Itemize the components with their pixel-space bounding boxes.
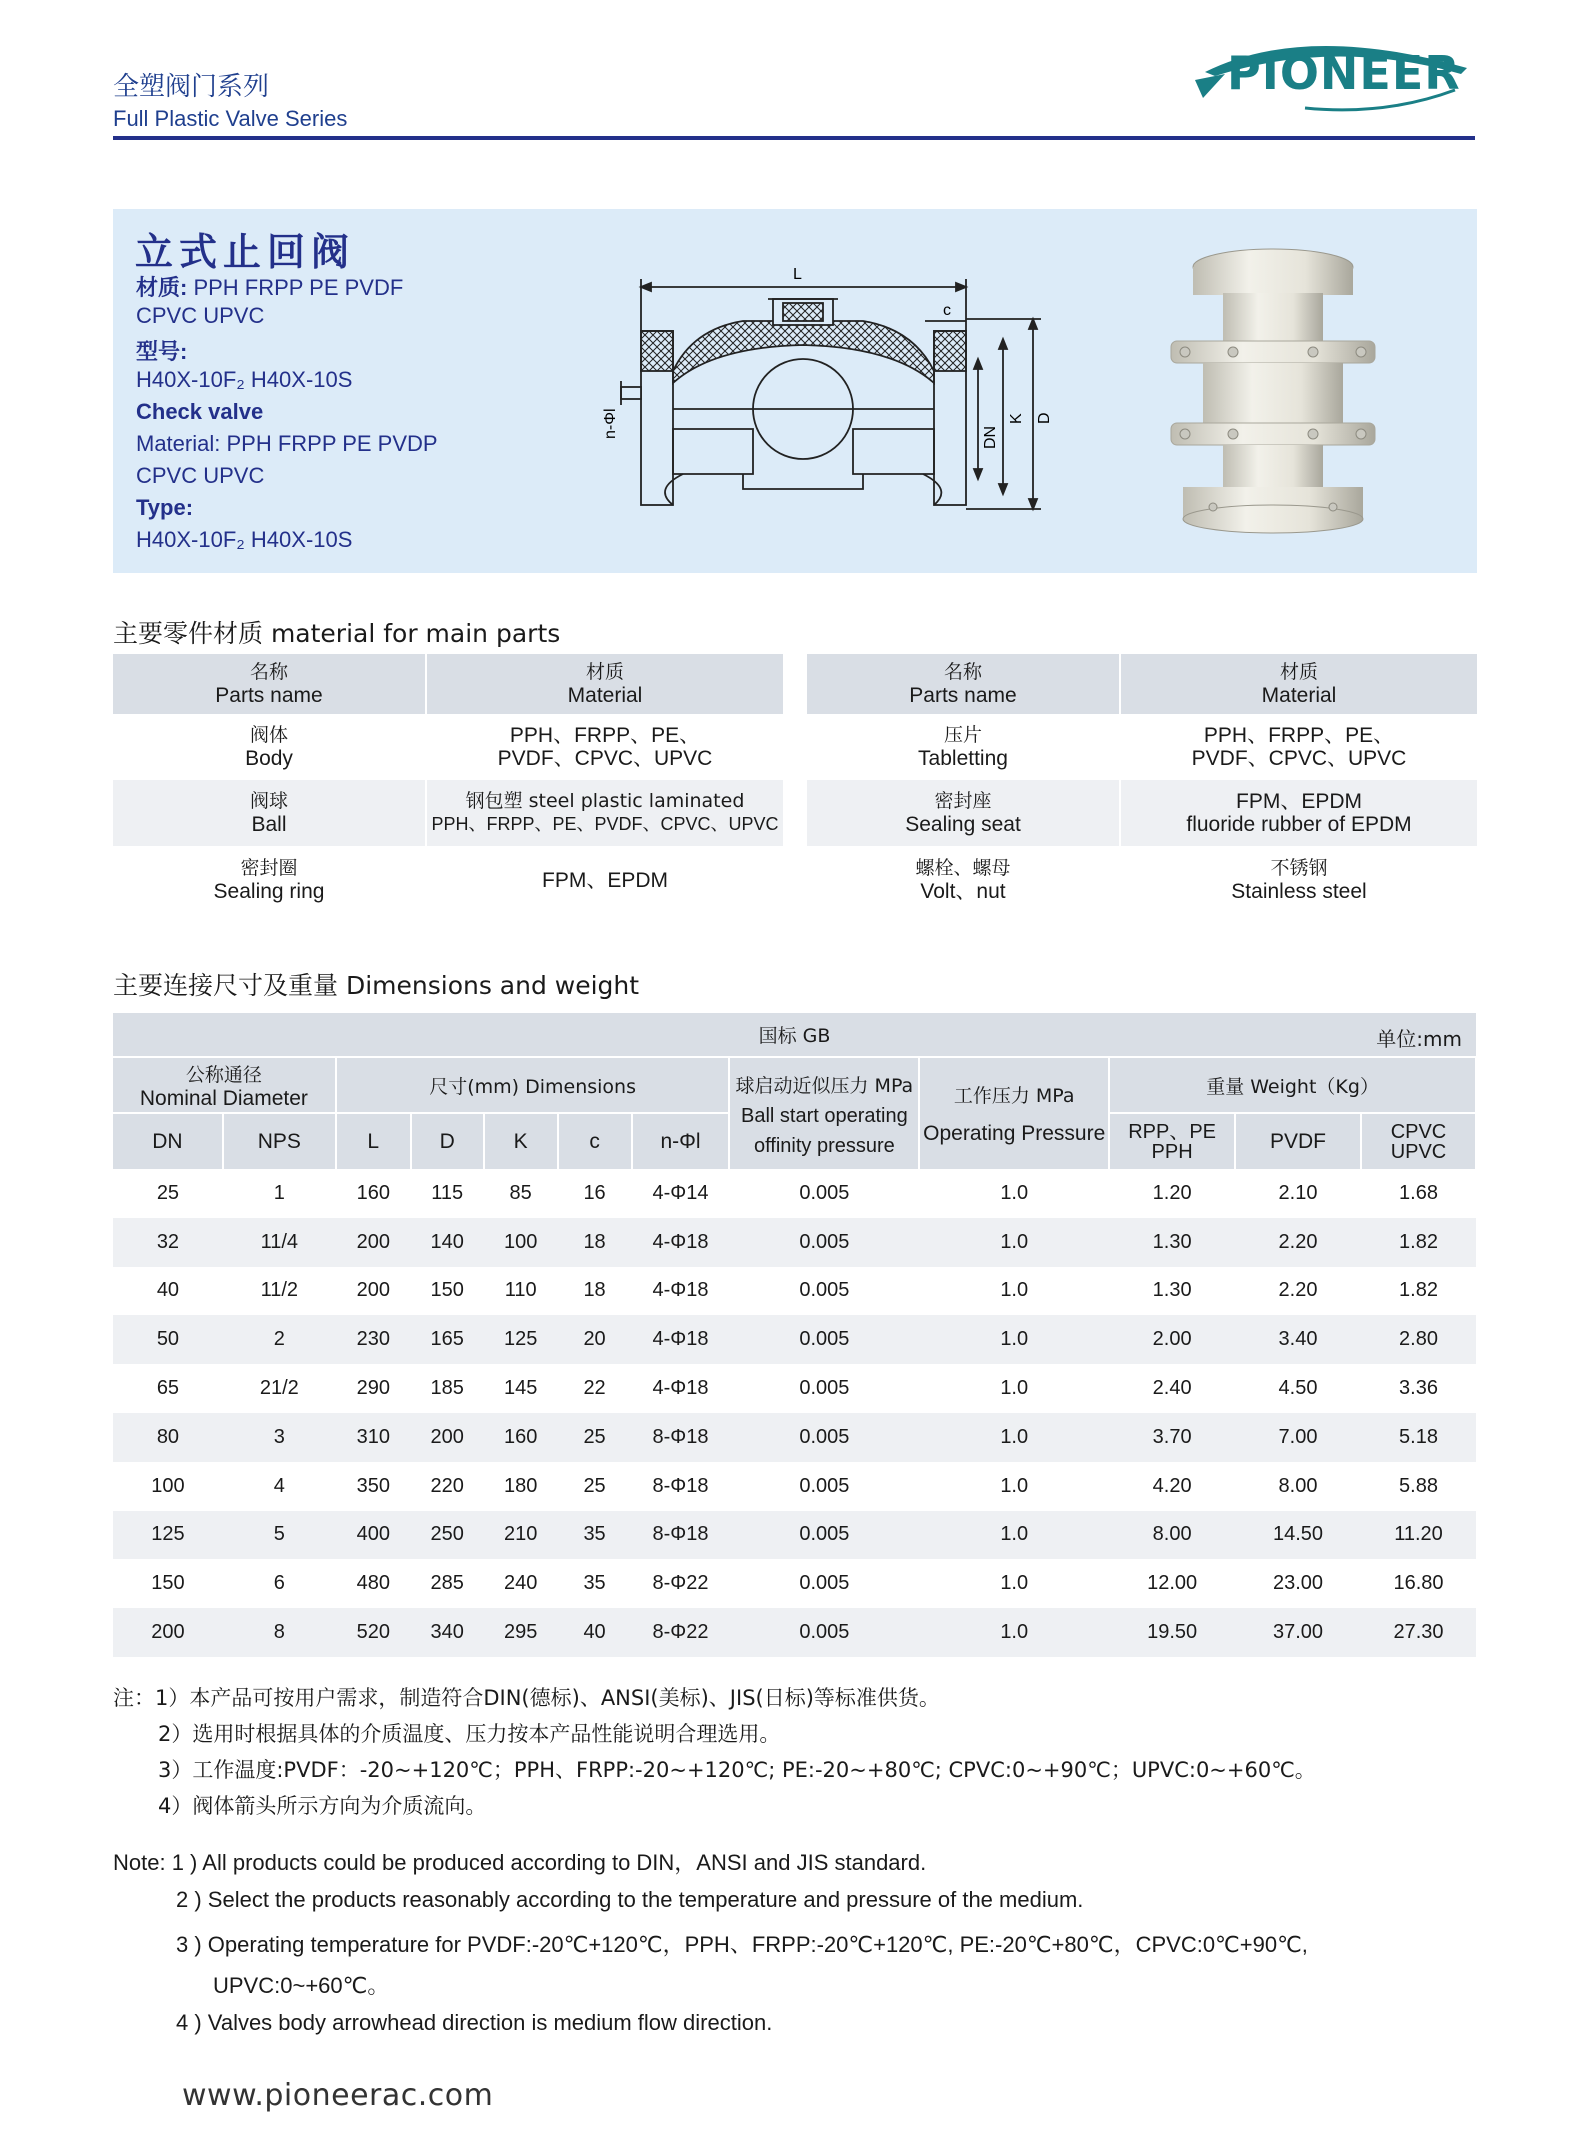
table-cell: 220	[411, 1462, 484, 1511]
table-cell: 1.0	[919, 1559, 1109, 1608]
table-cell: 85	[484, 1169, 558, 1218]
table-cell: 230	[336, 1315, 411, 1364]
table-cell: 22	[558, 1364, 632, 1413]
dim-label-l: L	[793, 266, 802, 283]
product-line: CPVC UPVC	[136, 303, 265, 328]
dimensions-table	[113, 1013, 1477, 1657]
table-cell: 11/2	[223, 1267, 336, 1316]
table-cell: 27.30	[1361, 1608, 1476, 1657]
header-cell: 名称 Parts name	[113, 654, 426, 714]
table-cell: 18	[558, 1267, 632, 1316]
table-cell: PPH、FRPP、PE、 PVDF、CPVC、UPVC	[1120, 714, 1477, 780]
table-cell: 5.88	[1361, 1462, 1476, 1511]
header-cell: L	[336, 1113, 411, 1169]
table-cell: 200	[113, 1608, 223, 1657]
table-cell: 7.00	[1235, 1413, 1361, 1462]
table-cell: 8-Φ22	[632, 1559, 730, 1608]
table-cell: 1.0	[919, 1169, 1109, 1218]
table-cell: 100	[113, 1462, 223, 1511]
series-title-en: Full Plastic Valve Series	[113, 106, 348, 131]
table-cell: 3.36	[1361, 1364, 1476, 1413]
dim-label-c: c	[943, 302, 951, 319]
note-cn: 2）选用时根据具体的介质温度、压力按本产品性能说明合理选用。	[158, 1722, 781, 1746]
product-line: Material: PPH FRPP PE PVDP	[136, 431, 438, 456]
dim-label-dn: DN	[982, 425, 999, 449]
dimensions-body	[113, 1169, 1476, 1657]
table-cell: 0.005	[729, 1462, 919, 1511]
table-cell: 35	[558, 1559, 632, 1608]
product-line: Check valve	[136, 399, 264, 424]
table-cell: 1.68	[1361, 1169, 1476, 1218]
logo-wordmark: PIONEER	[1227, 46, 1461, 100]
header-cell: K	[484, 1113, 558, 1169]
header-cell: n-Φl	[632, 1113, 730, 1169]
table-cell: 1.0	[919, 1511, 1109, 1560]
table-cell: 0.005	[729, 1413, 919, 1462]
table-cell: 100	[484, 1218, 558, 1267]
table-cell: 140	[411, 1218, 484, 1267]
table-cell: 1.82	[1361, 1218, 1476, 1267]
table-cell: 8-Φ18	[632, 1462, 730, 1511]
table-cell: PPH、FRPP、PE、 PVDF、CPVC、UPVC	[426, 714, 783, 780]
note-en: 4 ) Valves body arrowhead direction is medium flow direction.	[176, 2010, 773, 2035]
table-cell: 4-Φ18	[632, 1364, 730, 1413]
table-cell: 2.10	[1235, 1169, 1361, 1218]
table-cell: 20	[558, 1315, 632, 1364]
table-cell: 4-Φ18	[632, 1267, 730, 1316]
header-cell: 材质 Material	[426, 654, 783, 714]
note-cn: 注：1）本产品可按用户需求，制造符合DIN(德标)、ANSI(美标)、JIS(日标)等标准供货。	[113, 1686, 940, 1710]
table-row	[113, 1559, 1476, 1608]
header-cell: c	[558, 1113, 632, 1169]
parts-table-right	[807, 654, 1477, 914]
table-cell: 6	[223, 1559, 336, 1608]
table-cell: 18	[558, 1218, 632, 1267]
table-cell: 0.005	[729, 1218, 919, 1267]
header-cell: 尺寸(mm) Dimensions	[336, 1057, 730, 1113]
table-cell: 3.70	[1109, 1413, 1235, 1462]
valve-section-drawing	[593, 259, 1073, 529]
table-cell: 40	[113, 1267, 223, 1316]
table-cell: 0.005	[729, 1169, 919, 1218]
table-cell: 8-Φ18	[632, 1413, 730, 1462]
table-cell: 35	[558, 1511, 632, 1560]
table-row	[113, 1169, 1476, 1218]
table-cell: 210	[484, 1511, 558, 1560]
table-cell: 250	[411, 1511, 484, 1560]
table-cell: 2.40	[1109, 1364, 1235, 1413]
header-cell: DN	[113, 1113, 223, 1169]
note-en: 2 ) Select the products reasonably according to the temperature and pressure of the medium.	[176, 1887, 1084, 1912]
table-cell: 螺栓、螺母 Volt、nut	[807, 846, 1120, 914]
table-cell: 1.0	[919, 1608, 1109, 1657]
table-cell: 1.20	[1109, 1169, 1235, 1218]
table-cell: 340	[411, 1608, 484, 1657]
table-cell: 阀体 Body	[113, 714, 426, 780]
table-cell: 1.30	[1109, 1267, 1235, 1316]
table-cell: 150	[113, 1559, 223, 1608]
table-cell: 125	[113, 1511, 223, 1560]
table-cell: 11.20	[1361, 1511, 1476, 1560]
table-cell: 4	[223, 1462, 336, 1511]
table-cell: 3	[223, 1413, 336, 1462]
table-cell: 145	[484, 1364, 558, 1413]
table-cell: 1.0	[919, 1267, 1109, 1316]
header-divider	[113, 136, 1475, 140]
table-cell: 310	[336, 1413, 411, 1462]
table-cell: FPM、EPDM	[426, 846, 783, 914]
table-row	[113, 1315, 1476, 1364]
table-cell: 0.005	[729, 1315, 919, 1364]
product-line: CPVC UPVC	[136, 463, 265, 488]
table-cell: 不锈钢 Stainless steel	[1120, 846, 1477, 914]
table-header-row	[807, 654, 1477, 714]
table-cell: 1.0	[919, 1413, 1109, 1462]
table-row	[113, 1267, 1476, 1316]
table-cell: 2.20	[1235, 1218, 1361, 1267]
table-cell: 0.005	[729, 1364, 919, 1413]
table-cell: 19.50	[1109, 1608, 1235, 1657]
table-cell: 1.30	[1109, 1218, 1235, 1267]
table-cell: 21/2	[223, 1364, 336, 1413]
header-cell: 球启动近似压力 MPa Ball start operating offinity pressure	[729, 1057, 919, 1169]
table-row	[807, 846, 1477, 914]
table-cell: 11/4	[223, 1218, 336, 1267]
table-cell: 25	[113, 1169, 223, 1218]
table-row	[807, 714, 1477, 780]
table-cell: 110	[484, 1267, 558, 1316]
header-cell: NPS	[223, 1113, 336, 1169]
series-title-cn: 全塑阀门系列	[113, 72, 270, 102]
dim-label-d: D	[1036, 412, 1053, 424]
table-row	[113, 780, 783, 846]
table-cell: 160	[336, 1169, 411, 1218]
table-cell: 125	[484, 1315, 558, 1364]
table-cell: 0.005	[729, 1511, 919, 1560]
table-cell: 5	[223, 1511, 336, 1560]
table-cell: 1.0	[919, 1364, 1109, 1413]
table-row	[113, 1218, 1476, 1267]
table-cell: 150	[411, 1267, 484, 1316]
table-cell: 8.00	[1109, 1511, 1235, 1560]
note-en: UPVC:0~+60℃。	[213, 1973, 390, 1998]
parts-section-title: 主要零件材质 material for main parts	[113, 619, 561, 648]
product-line: 型号:	[136, 339, 188, 364]
table-row	[113, 714, 783, 780]
header-cell: CPVC UPVC	[1361, 1113, 1476, 1169]
product-line: H40X-10F₂ H40X-10S	[136, 527, 353, 552]
table-cell: 165	[411, 1315, 484, 1364]
header-cell: D	[411, 1113, 484, 1169]
table-cell: 50	[113, 1315, 223, 1364]
table-cell: 4.50	[1235, 1364, 1361, 1413]
table-cell: 钢包塑 steel plastic laminated PPH、FRPP、PE、PVDF、CPVC、UPVC	[426, 780, 783, 846]
standard-cell	[113, 1013, 1476, 1057]
table-cell: 200	[336, 1218, 411, 1267]
note-en: Note: 1 ) All products could be produced according to DIN，ANSI and JIS standard.	[113, 1850, 927, 1875]
table-cell: 32	[113, 1218, 223, 1267]
table-cell: 0.005	[729, 1608, 919, 1657]
product-title: 立式止回阀	[135, 230, 356, 274]
table-cell: 295	[484, 1608, 558, 1657]
table-cell: 密封圈 Sealing ring	[113, 846, 426, 914]
table-cell: 1	[223, 1169, 336, 1218]
table-cell: 4-Φ18	[632, 1315, 730, 1364]
website-url: www.pioneerac.com	[182, 2078, 494, 2113]
table-row	[113, 846, 783, 914]
parts-table-left	[113, 654, 783, 914]
table-cell: 4-Φ14	[632, 1169, 730, 1218]
table-cell: 290	[336, 1364, 411, 1413]
table-cell: 185	[411, 1364, 484, 1413]
header-cell: RPP、PE PPH	[1109, 1113, 1235, 1169]
table-cell: 23.00	[1235, 1559, 1361, 1608]
unit-label: 单位:mm	[1376, 1027, 1462, 1051]
header-cell: 工作压力 MPa Operating Pressure	[919, 1057, 1109, 1169]
table-standard-row	[113, 1013, 1476, 1057]
table-cell: 1.0	[919, 1218, 1109, 1267]
table-cell: 8-Φ18	[632, 1511, 730, 1560]
table-cell: 285	[411, 1559, 484, 1608]
header-cell: 材质 Material	[1120, 654, 1477, 714]
table-cell: 12.00	[1109, 1559, 1235, 1608]
dim-label-n: n-Φl	[602, 408, 619, 439]
product-line: H40X-10F₂ H40X-10S	[136, 367, 353, 392]
table-cell: 8	[223, 1608, 336, 1657]
table-cell: 200	[411, 1413, 484, 1462]
table-row	[807, 780, 1477, 846]
note-cn: 4）阀体箭头所示方向为介质流向。	[158, 1794, 487, 1818]
table-cell: 240	[484, 1559, 558, 1608]
table-cell: 0.005	[729, 1267, 919, 1316]
product-line: 材质: PPH FRPP PE PVDF	[136, 275, 404, 300]
table-row	[113, 1511, 1476, 1560]
table-cell: 2.00	[1109, 1315, 1235, 1364]
note-cn: 3）工作温度:PVDF：-20~+120℃；PPH、FRPP:-20~+120℃; PE:-20~+80℃; CPVC:0~+90℃；UPVC:0~+60℃。	[158, 1758, 1316, 1782]
header-cell: 公称通径 Nominal Diameter	[113, 1057, 336, 1113]
table-cell: 4-Φ18	[632, 1218, 730, 1267]
table-cell: 40	[558, 1608, 632, 1657]
header-cell: 名称 Parts name	[807, 654, 1120, 714]
table-cell: 16	[558, 1169, 632, 1218]
table-header-row	[113, 654, 783, 714]
table-cell: 密封座 Sealing seat	[807, 780, 1120, 846]
table-cell: 2.80	[1361, 1315, 1476, 1364]
table-cell: 1.0	[919, 1462, 1109, 1511]
table-cell: 16.80	[1361, 1559, 1476, 1608]
table-cell: 2.20	[1235, 1267, 1361, 1316]
header-cell: PVDF	[1235, 1113, 1361, 1169]
standard-label: 国标 GB	[758, 1025, 831, 1047]
table-cell: 1.82	[1361, 1267, 1476, 1316]
table-cell: 25	[558, 1462, 632, 1511]
table-row	[113, 1462, 1476, 1511]
note-en: 3 ) Operating temperature for PVDF:-20℃+120℃，PPH、FRPP:-20℃+120℃, PE:-20℃+80℃，CPVC:0℃+90℃,	[176, 1932, 1308, 1957]
dim-label-k: K	[1008, 413, 1025, 424]
dims-section-title: 主要连接尺寸及重量 Dimensions and weight	[113, 971, 640, 1000]
table-row	[113, 1608, 1476, 1657]
header-cell: 重量 Weight（Kg）	[1109, 1057, 1476, 1113]
table-cell: 5.18	[1361, 1413, 1476, 1462]
table-cell: 8-Φ22	[632, 1608, 730, 1657]
table-cell: 压片 Tabletting	[807, 714, 1120, 780]
table-cell: 4.20	[1109, 1462, 1235, 1511]
table-cell: 14.50	[1235, 1511, 1361, 1560]
table-row	[113, 1413, 1476, 1462]
table-cell: 400	[336, 1511, 411, 1560]
table-cell: 200	[336, 1267, 411, 1316]
table-cell: 1.0	[919, 1315, 1109, 1364]
table-cell: 480	[336, 1559, 411, 1608]
table-cell: 2	[223, 1315, 336, 1364]
table-cell: 8.00	[1235, 1462, 1361, 1511]
product-panel	[113, 209, 1477, 573]
table-cell: 0.005	[729, 1559, 919, 1608]
table-cell: 65	[113, 1364, 223, 1413]
table-cell: 160	[484, 1413, 558, 1462]
table-header-row	[113, 1057, 1476, 1113]
table-cell: 115	[411, 1169, 484, 1218]
pioneer-logo	[1185, 28, 1485, 118]
table-cell: FPM、EPDM fluoride rubber of EPDM	[1120, 780, 1477, 846]
check-valve-product-photo	[1163, 237, 1383, 537]
table-cell: 3.40	[1235, 1315, 1361, 1364]
table-cell: 180	[484, 1462, 558, 1511]
table-cell: 520	[336, 1608, 411, 1657]
product-line: Type:	[136, 495, 194, 520]
table-row	[113, 1364, 1476, 1413]
table-cell: 25	[558, 1413, 632, 1462]
table-cell: 37.00	[1235, 1608, 1361, 1657]
table-cell: 阀球 Ball	[113, 780, 426, 846]
table-cell: 350	[336, 1462, 411, 1511]
table-cell: 80	[113, 1413, 223, 1462]
